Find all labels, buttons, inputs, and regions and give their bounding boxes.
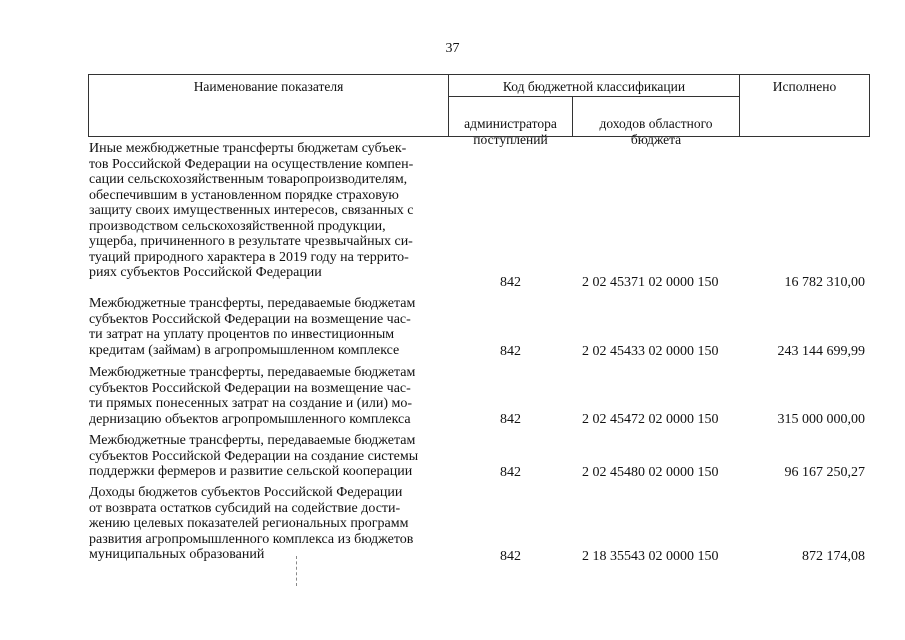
- row-name: Иные межбюджетные трансферты бюджетам субъек- тов Российской Федерации на осуществление компен- сации сельскохозяйственным товаропроизводителям, обеспечившим в установленном порядке страховую защиту своих имущественных интересов, связанных с производством сельскохозяйственной продукции, ущерба, причиненного в результате чрезвычайных си- туаций природного характера в 2019 году на террито- риях субъектов Российской Федерации: [89, 141, 414, 280]
- header-admin-cell: [448, 96, 573, 147]
- header-income-cell: [572, 96, 740, 147]
- header-name-label: Наименование показателя: [193, 79, 344, 94]
- table-row: [0, 433, 905, 480]
- header-name-cell: [88, 74, 449, 137]
- row-income-code: 2 02 45371 02 0000 150: [582, 274, 719, 290]
- header-admin-label: администратора поступлений: [464, 116, 557, 147]
- row-admin-code: 842: [500, 548, 521, 564]
- row-admin-code: 842: [500, 343, 521, 359]
- row-name: Межбюджетные трансферты, передаваемые бюджетам субъектов Российской Федерации на создание системы поддержки фермеров и развитие сельской кооперации: [89, 433, 419, 479]
- row-amount: 16 782 310,00: [784, 274, 865, 290]
- header-executed-cell: [739, 74, 870, 137]
- row-amount: 243 144 699,99: [777, 343, 865, 359]
- row-income-code: 2 02 45480 02 0000 150: [582, 464, 719, 480]
- row-admin-code: 842: [500, 411, 521, 427]
- row-amount: 315 000 000,00: [777, 411, 865, 427]
- header-code-group-label: Код бюджетной классификации: [502, 79, 686, 94]
- table-row: [0, 485, 905, 564]
- row-amount: 96 167 250,27: [784, 464, 865, 480]
- page-number: 37: [445, 41, 460, 56]
- header-executed-label: Исполнено: [772, 79, 837, 94]
- scan-artifact-line: [296, 556, 297, 586]
- row-admin-code: 842: [500, 464, 521, 480]
- row-name: Доходы бюджетов субъектов Российской Федерации от возврата остатков субсидий на содействие дости- жению целевых показателей региональных программ развития агропромышленного комплекса из бюджетов муниципальных образований: [89, 485, 414, 562]
- row-name: Межбюджетные трансферты, передаваемые бюджетам субъектов Российской Федерации на возмещение час- ти прямых понесенных затрат на создание и (или) мо- дернизацию объектов агропромышленного комплекса: [89, 365, 416, 427]
- table-row: [0, 365, 905, 427]
- row-income-code: 2 02 45472 02 0000 150: [582, 411, 719, 427]
- row-income-code: 2 02 45433 02 0000 150: [582, 343, 719, 359]
- table-row: [0, 141, 905, 290]
- header-income-label: доходов областного бюджета: [599, 116, 713, 147]
- row-admin-code: 842: [500, 274, 521, 290]
- row-name: Межбюджетные трансферты, передаваемые бюджетам субъектов Российской Федерации на возмещение час- ти затрат на уплату процентов по инвестиционным кредитам (займам) в агропромышленном комплексе: [89, 296, 416, 358]
- header-code-group-cell: [448, 74, 740, 97]
- table-row: [0, 296, 905, 359]
- row-income-code: 2 18 35543 02 0000 150: [582, 548, 719, 564]
- row-amount: 872 174,08: [802, 548, 865, 564]
